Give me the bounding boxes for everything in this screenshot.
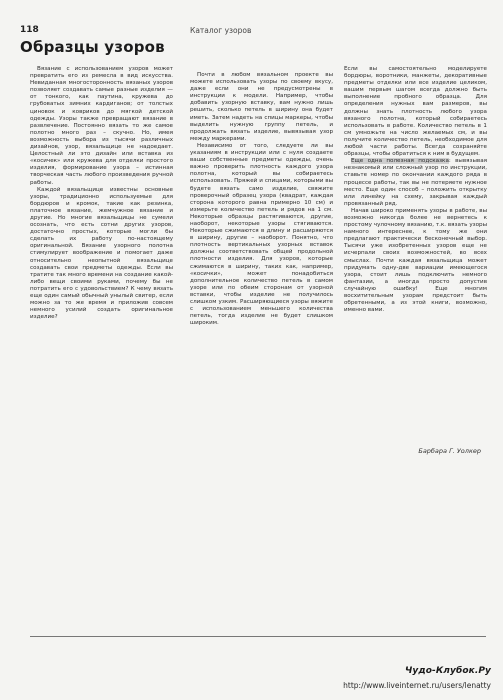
paragraph: Независимо от того, следуете ли вы указаниям в инструкции или с нуля создаете ваши собственные предметы одежды, очень важно проверить плотность каждого узора полотна, который вы собираетесь использовать. Пряжей и спицами, которыми вы будете вязать само изделие, свяжите проверочный образец узора (квадрат, каждая сторона которого равна примерно 10 см) и измерьте количество петель и рядов на 1 см. Некоторые образцы растягиваются, другие, наоборот, некоторые узоры стягиваются. Некоторые сжимаются в длину и расширяются в ширину, другие – наоборот. Понятно, что плотность вертикальных узорных вставок должны соответствовать общей продольной плотности изделия. Для узоров, которые сжимаются в ширину, таких как, например, «косички», может понадобиться дополнительное количество петель в самом узоре или по обеим сторонам от узорной вставки, чтобы изделие не получилось слишком узким. Расширяющиеся узоры вяжите с использованием меньшего количества петель, тогда изделие не будет слишком широким. xyxy=(190,142,333,327)
paragraph-highlighted: Еще одна полезная подсказка: вывязывая незнакомый или сложный узор по инструкции, ставьте номер по окончании каждого ряда в процессе работы, так вы не потеряете нужное место. Еще один способ – положить открытку или линейку на схему, закрывая каждый провязанный ряд. xyxy=(344,158,487,207)
page-number: 118 xyxy=(20,25,39,35)
running-header: Каталог узоров xyxy=(190,26,252,35)
watermark-brand: Чудо-Клубок.Ру xyxy=(405,666,491,676)
footer-divider xyxy=(30,636,486,637)
paragraph: Вязание с использованием узоров может превратить его из ремесла в вид искусства. Невиданная многосторонность вязаных узоров позволяет создавать самые разные изделия — от тонкого, как паутина, кружева до грубоватых зимних кардиганов; от толстых циновок и ковриков до мягкой детской одежды. Узоры также превращают вязание в развлечение. Постоянно вязать то же самое полотно много раз – скучно. Но, имея возможность выбора из тысячи различных дизайнов, узор, вязальщице не надоедает. Целостный ли это дизайн или вставка из «косичек» или кружева для отделки простого изделия, формирование узора – истинная творческая часть любого произведения ручной работы. xyxy=(30,66,173,186)
text-column-2 xyxy=(190,72,333,327)
highlighted-phrase: Еще одна полезная подсказка xyxy=(351,158,449,165)
page-title: Образцы узоров xyxy=(20,38,165,56)
text-column-3 xyxy=(344,66,487,314)
paragraph: Каждой вязальщице известны основные узоры, традиционно используемые для бордюров и кромок, такие как резинка, платочное вязание, жемчужное вязание и другие. Но многие вязальщицы не сумели осознать, что есть сотни других узоров, достаточно простых, которые могли бы сделать их работу по-настоящему оригинальной. Вязание узорного полотна стимулирует воображение и помогает даже относительно неопытной вязальщице создавать свои предметы одежды. Если вы тратите так много времени на создание какой-либо вещи своими руками, почему бы не потратить его с удовольствием? К чему вязать еще один самый обычный унылый свитер, если можно за то же время и приложив совсем немного усилий создать оригинальное изделие? xyxy=(30,186,173,321)
watermark-url[interactable]: http://www.liveinternet.ru/users/lenatty xyxy=(343,681,491,690)
author-signature: Барбара Г. Уолкер xyxy=(418,447,481,455)
text-column-1 xyxy=(30,66,173,321)
paragraph: Если вы самостоятельно моделируете бордюры, воротники, манжеты, декоративные предметы отделки или все изделие целиком, вашим первым шагом всегда должно быть выполнение пробного образца. Для определения нужных вам размеров, вы должны знать плотность любого узора вязаного полотна, который собираетесь использовать в работе. Количество петель в 1 см умножьте на число желаемых см, и вы получите количество петель, необходимое для любой части работы. Всегда сохраняйте образцы, чтобы обратиться к ним в будущем. xyxy=(344,66,487,158)
paragraph: Начав широко применять узоры в работе, вы возможно никогда более не вернетесь к простому чулочному вязанию, т.к. вязать узоры намного интереснее, к тому же они предлагают практически бесконечный выбор. Тысячи уже изобретенных узоров еще не исчерпали своих возможностей, во всех смыслах. Почти каждая вязальщица может придумать одну-две вариации имеющегося узора, стоит лишь подключить немного фантазии, а иногда просто допустив случайную ошибку! Еще многим восхитительным узорам предстоит быть обретенными, а из этой книги, возможно, именно вами. xyxy=(344,207,487,314)
paragraph: Почти в любом вязальном проекте вы можете использовать узоры по своему вкусу, даже если они не предусмотрены в инструкции к модели. Например, чтобы добавить узорную вставку, вам нужно лишь решить, сколько петель в ширину она будет иметь. Затем надеть на спицы маркеры, чтобы выделить нужную группу петель, и продолжать вязать изделие, вывязывая узор между маркерами. xyxy=(190,72,333,142)
